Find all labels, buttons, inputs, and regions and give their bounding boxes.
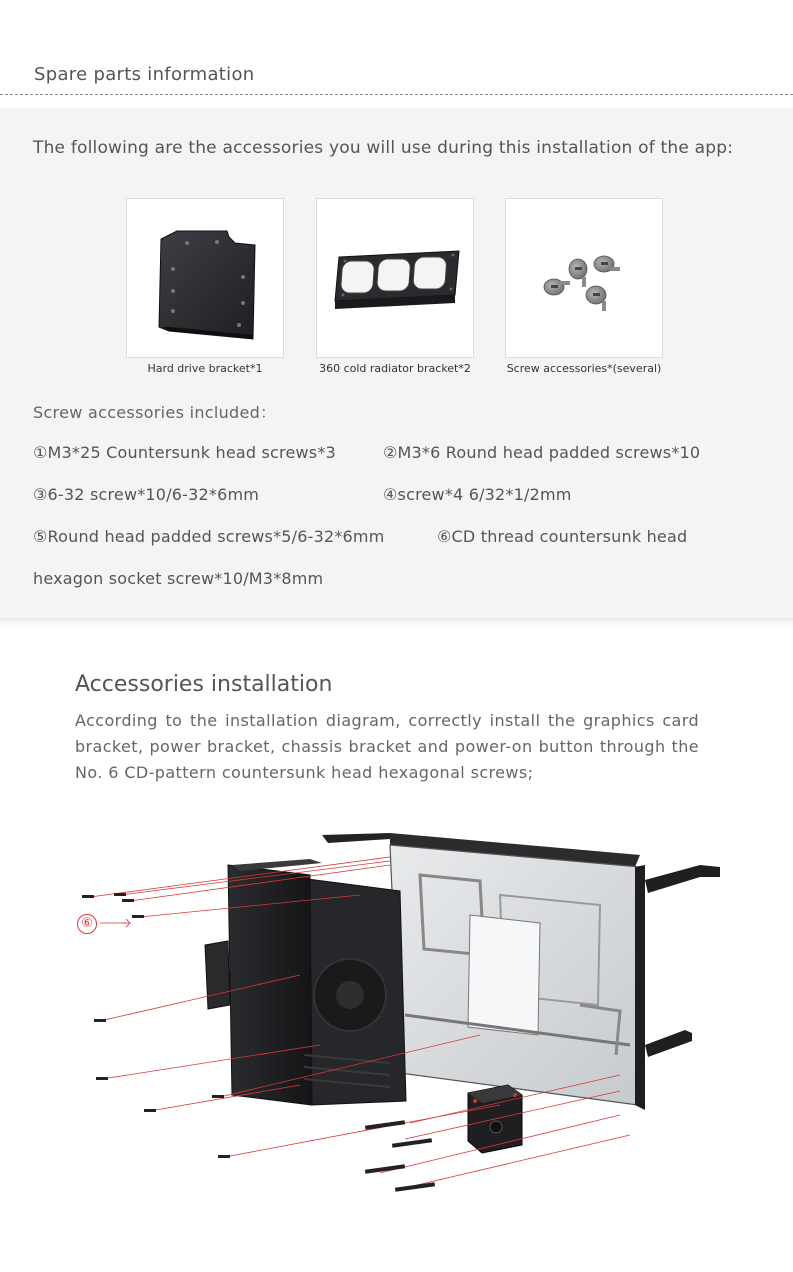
arrow-icon (122, 919, 130, 927)
section-title: Spare parts information (34, 64, 255, 85)
panel-shadow (0, 618, 793, 626)
lower-handle (645, 1030, 692, 1057)
screws-image (506, 199, 664, 359)
screw-item-continued: hexagon socket screw*10/M3*8mm (33, 569, 324, 588)
screw-item: ②M3*6 Round head padded screws*10 (383, 443, 701, 462)
installation-diagram (60, 805, 740, 1215)
screw-item: ⑥CD thread countersunk head (437, 527, 688, 546)
hard-drive-bracket-image (127, 199, 285, 359)
upper-handle (645, 865, 720, 893)
screw-item: ⑤Round head padded screws*5/6-32*6mm (33, 527, 385, 546)
screws-included-label: Screw accessories included： (33, 403, 277, 422)
installation-title: Accessories installation (75, 672, 333, 697)
card-caption: Hard drive bracket*1 (147, 362, 263, 375)
radiator-bracket-card (316, 198, 474, 358)
intro-text: The following are the accessories you will use during this installation of the app: (33, 138, 734, 158)
screw-item: ③6-32 screw*10/6-32*6mm (33, 485, 260, 504)
screw-item: ①M3*25 Countersunk head screws*3 (33, 443, 336, 462)
top-frame-bar (322, 833, 390, 843)
hard-drive-bracket-card (126, 198, 284, 358)
card-caption: Screw accessories*(several) (506, 362, 662, 375)
screws-card (505, 198, 663, 358)
installation-text: According to the installation diagram, correctly install the graphics card bracket, power bracket, chassis bracket and power-on button through the No. 6 CD-pattern countersunk head hexagonal screws; (75, 711, 699, 782)
radiator-bracket-image (317, 199, 475, 359)
card-caption: 360 cold radiator bracket*2 (319, 362, 471, 375)
dashed-divider (0, 94, 793, 95)
callout-badge: ⑥ (77, 914, 97, 934)
screw-item: ④screw*4 6/32*1/2mm (383, 485, 572, 504)
